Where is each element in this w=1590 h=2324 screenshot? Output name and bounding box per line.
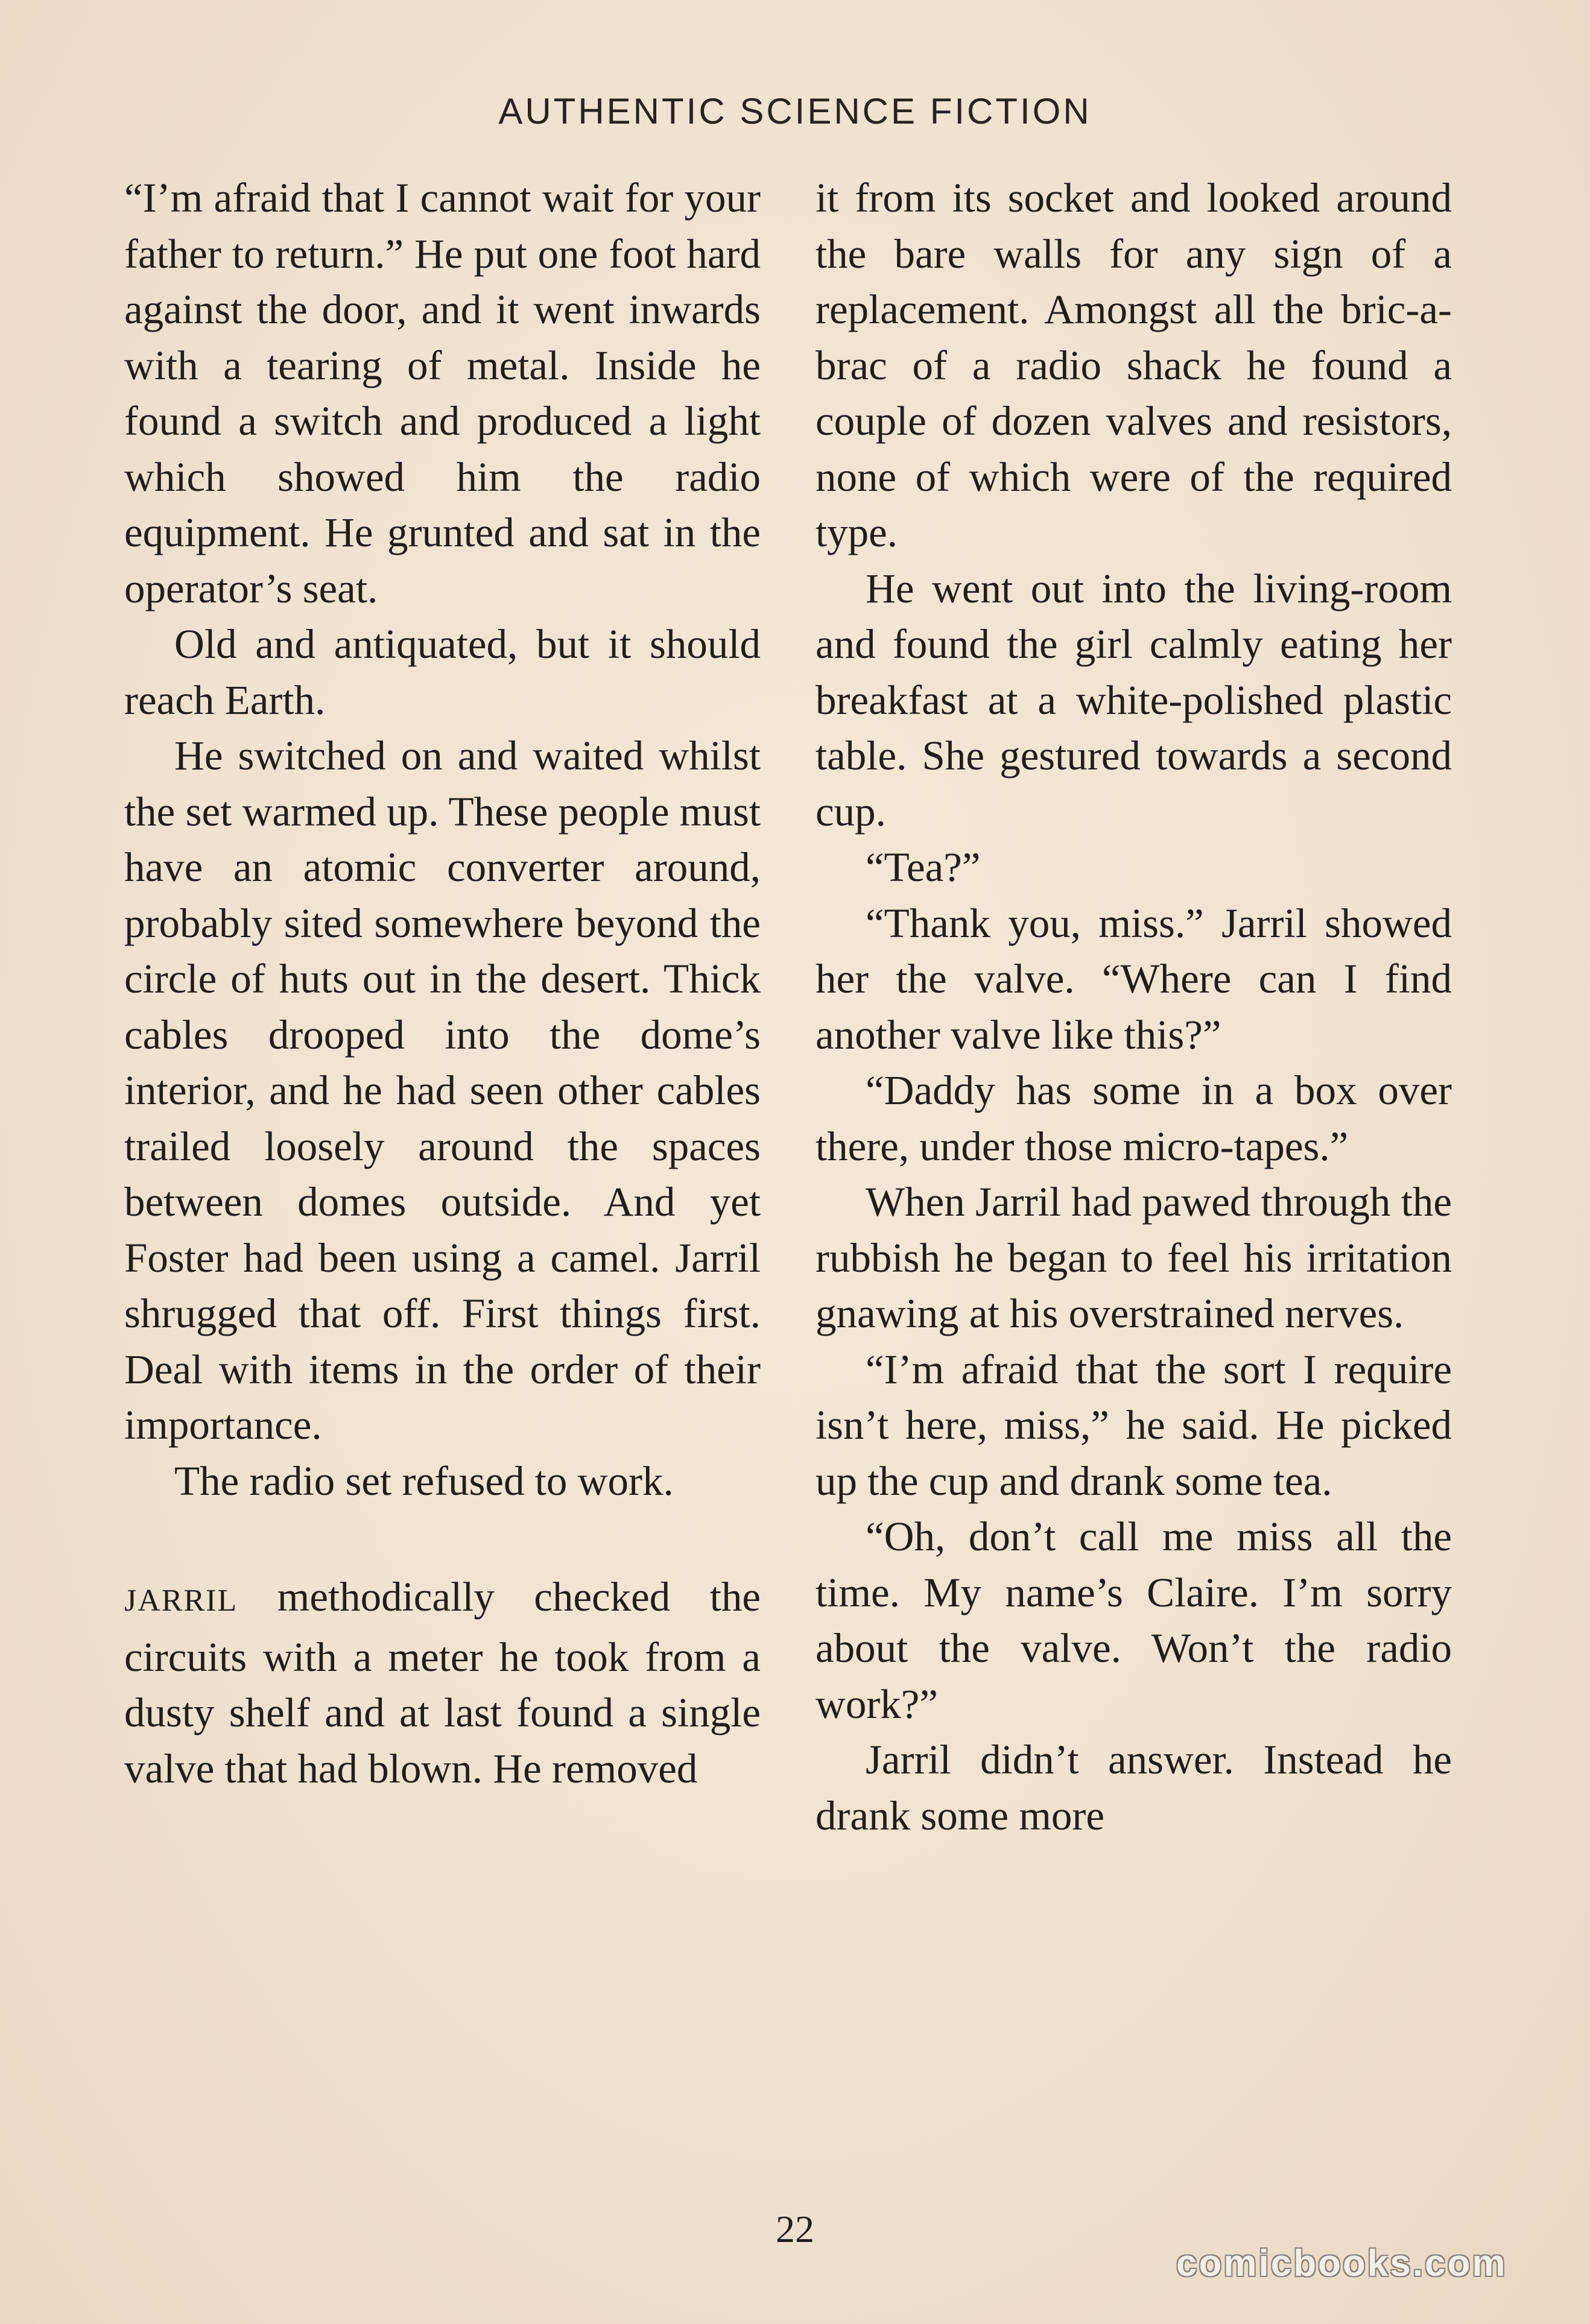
- paragraph: “Oh, don’t call me miss all the time. My name’s Claire. I’m sorry about the valve. Won’t the radio work?”: [816, 1514, 1452, 1727]
- watermark-logo: comicbooks.com: [1176, 2243, 1507, 2284]
- paragraph: “Thank you, miss.” Jarril showed her the valve. “Where can I find another valve like this?”: [816, 900, 1452, 1058]
- paragraph: He went out into the living-room and found the girl calmly eating her breakfast at a white-polished plastic table. She gestured towards a second cup.: [816, 565, 1452, 835]
- left-column: [124, 170, 761, 1796]
- section-text: methodically checked the circuits with a meter he took from a dusty shelf and at last found a single valve that had blown. He removed: [124, 1574, 761, 1792]
- paragraph: “Daddy has some in a box over there, under those micro-tapes.”: [816, 1067, 1452, 1169]
- paragraph: The radio set refused to work.: [174, 1457, 674, 1504]
- paragraph: “Tea?”: [866, 844, 981, 890]
- page-number: 22: [776, 2208, 814, 2250]
- paragraph: “I’m afraid that I cannot wait for your father to return.” He put one foot hard against the door, and it went inwards with a tearing of metal. Inside he found a switch and produced a light which showed him the radio equipment. He grunted and sat in the operator’s seat.: [124, 175, 761, 611]
- paragraph: He switched on and waited whilst the set warmed up. These people must have an atomic converter around, probably sited somewhere beyond the circle of huts out in the desert. Thick cables drooped into the dome’s interior, and he had seen other cables trailed loosely around the spaces between domes outside. And yet Foster had been using a camel. Jarril shrugged that off. First things first. Deal with items in the order of their importance.: [124, 733, 761, 1448]
- paragraph: it from its socket and looked around the bare walls for any sign of a replacement. Amongst all the bric-a-brac of a radio shack he found a couple of dozen valves and resistors, none of which were of the required type.: [816, 175, 1452, 555]
- paragraph: “I’m afraid that the sort I require isn’t here, miss,” he said. He picked up the cup and drank some tea.: [816, 1346, 1452, 1504]
- paragraph: Old and antiquated, but it should reach Earth.: [124, 621, 761, 723]
- right-column: [816, 170, 1452, 1843]
- paragraph: When Jarril had pawed through the rubbish he began to feel his irritation gnawing at his overstrained nerves.: [816, 1179, 1452, 1336]
- running-header: AUTHENTIC SCIENCE FICTION: [498, 91, 1092, 131]
- paragraph: Jarril didn’t answer. Instead he drank some more: [816, 1737, 1452, 1839]
- section-lead-word: JARRIL: [124, 1584, 238, 1618]
- section-paragraph: [124, 1569, 761, 1796]
